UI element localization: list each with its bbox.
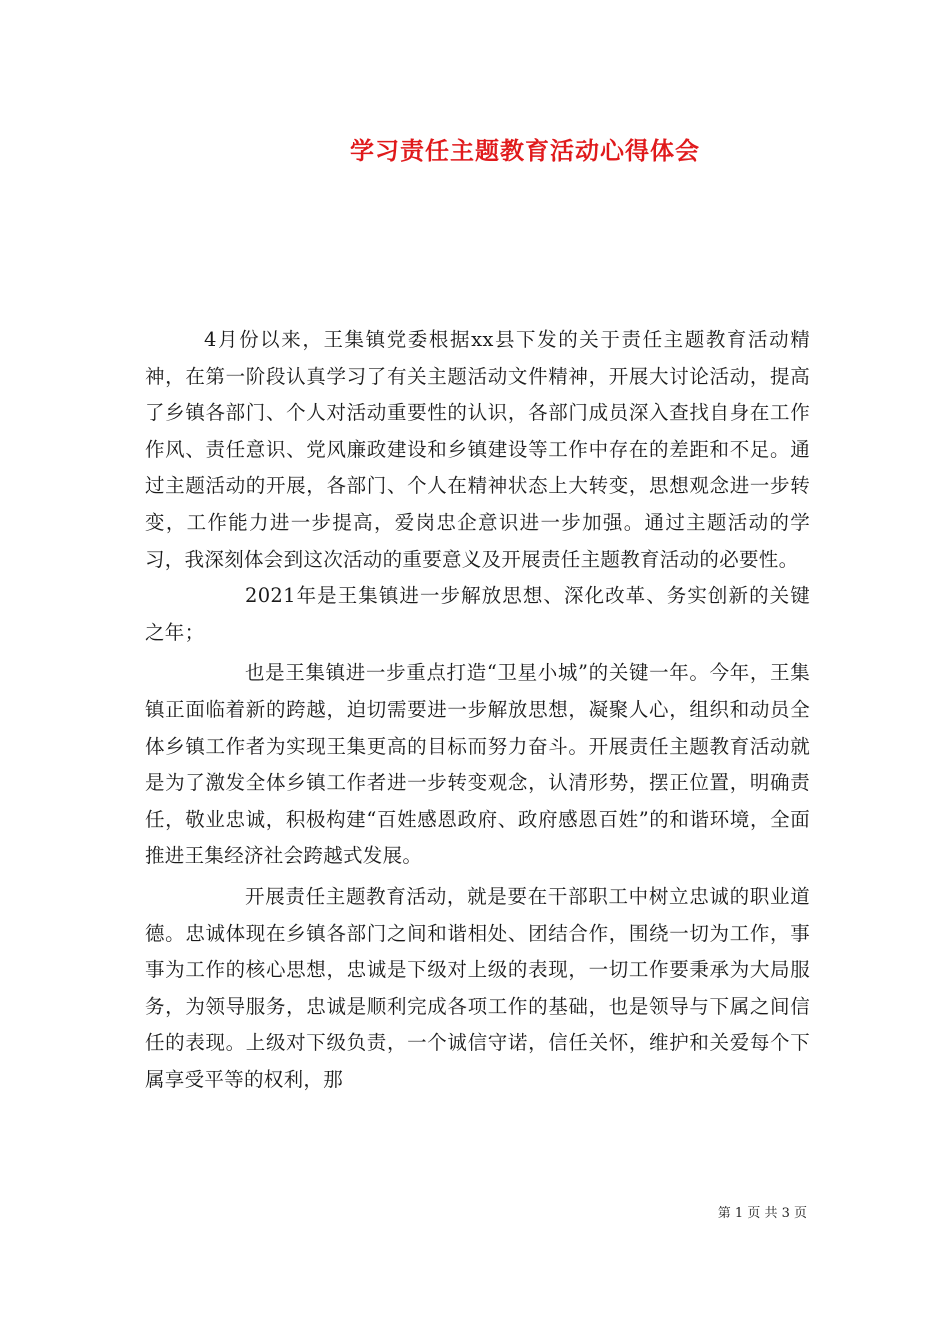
paragraph-2: 2021年是王集镇进一步解放思想、深化改革、务实创新的关键之年；: [145, 584, 810, 644]
paragraph-3: 也是王集镇进一步重点打造“卫星小城”的关键一年。今年，王集镇正面临着新的跨越，迫切需要进一步解放思想，凝聚人心，组织和动员全体乡镇工作者为实现王集更高的目标而努力奋斗。开展责任主题教育活动就是为了激发全体乡镇工作者进一步转变观念，认清形势，摆正位置，明确责任，敬业忠诚，积极构建“百姓感恩政府、政府感恩百姓”的和谐环境，全面推进王集经济社会跨越式发展。: [145, 661, 810, 868]
document-body: [145, 322, 810, 1098]
document-title: 学习责任主题教育活动心得体会: [350, 136, 700, 165]
page-number-footer: 第 1 页 共 3 页: [717, 1206, 807, 1221]
paragraph-4: 开展责任主题教育活动，就是要在干部职工中树立忠诚的职业道德。忠诚体现在乡镇各部门之间和谐相处、团结合作，围绕一切为工作，事事为工作的核心思想，忠诚是下级对上级的表现，一切工作要秉承为大局服务，为领导服务，忠诚是顺利完成各项工作的基础，也是领导与下属之间信任的表现。上级对下级负责，一个诚信守诺，信任关怀，维护和关爱每个下属享受平等的权利，那: [145, 884, 810, 1091]
paragraph-1: 4月份以来，王集镇党委根据xx县下发的关于责任主题教育活动精神，在第一阶段认真学习了有关主题活动文件精神，开展大讨论活动，提高了乡镇各部门、个人对活动重要性的认识，各部门成员深入查找自身在工作作风、责任意识、党风廉政建设和乡镇建设等工作中存在的差距和不足。通过主题活动的开展，各部门、个人在精神状态上大转变，思想观念进一步转变，工作能力进一步提高，爱岗忠企意识进一步加强。通过主题活动的学习，我深刻体会到这次活动的重要意义及开展责任主题教育活动的必要性。: [145, 328, 810, 571]
